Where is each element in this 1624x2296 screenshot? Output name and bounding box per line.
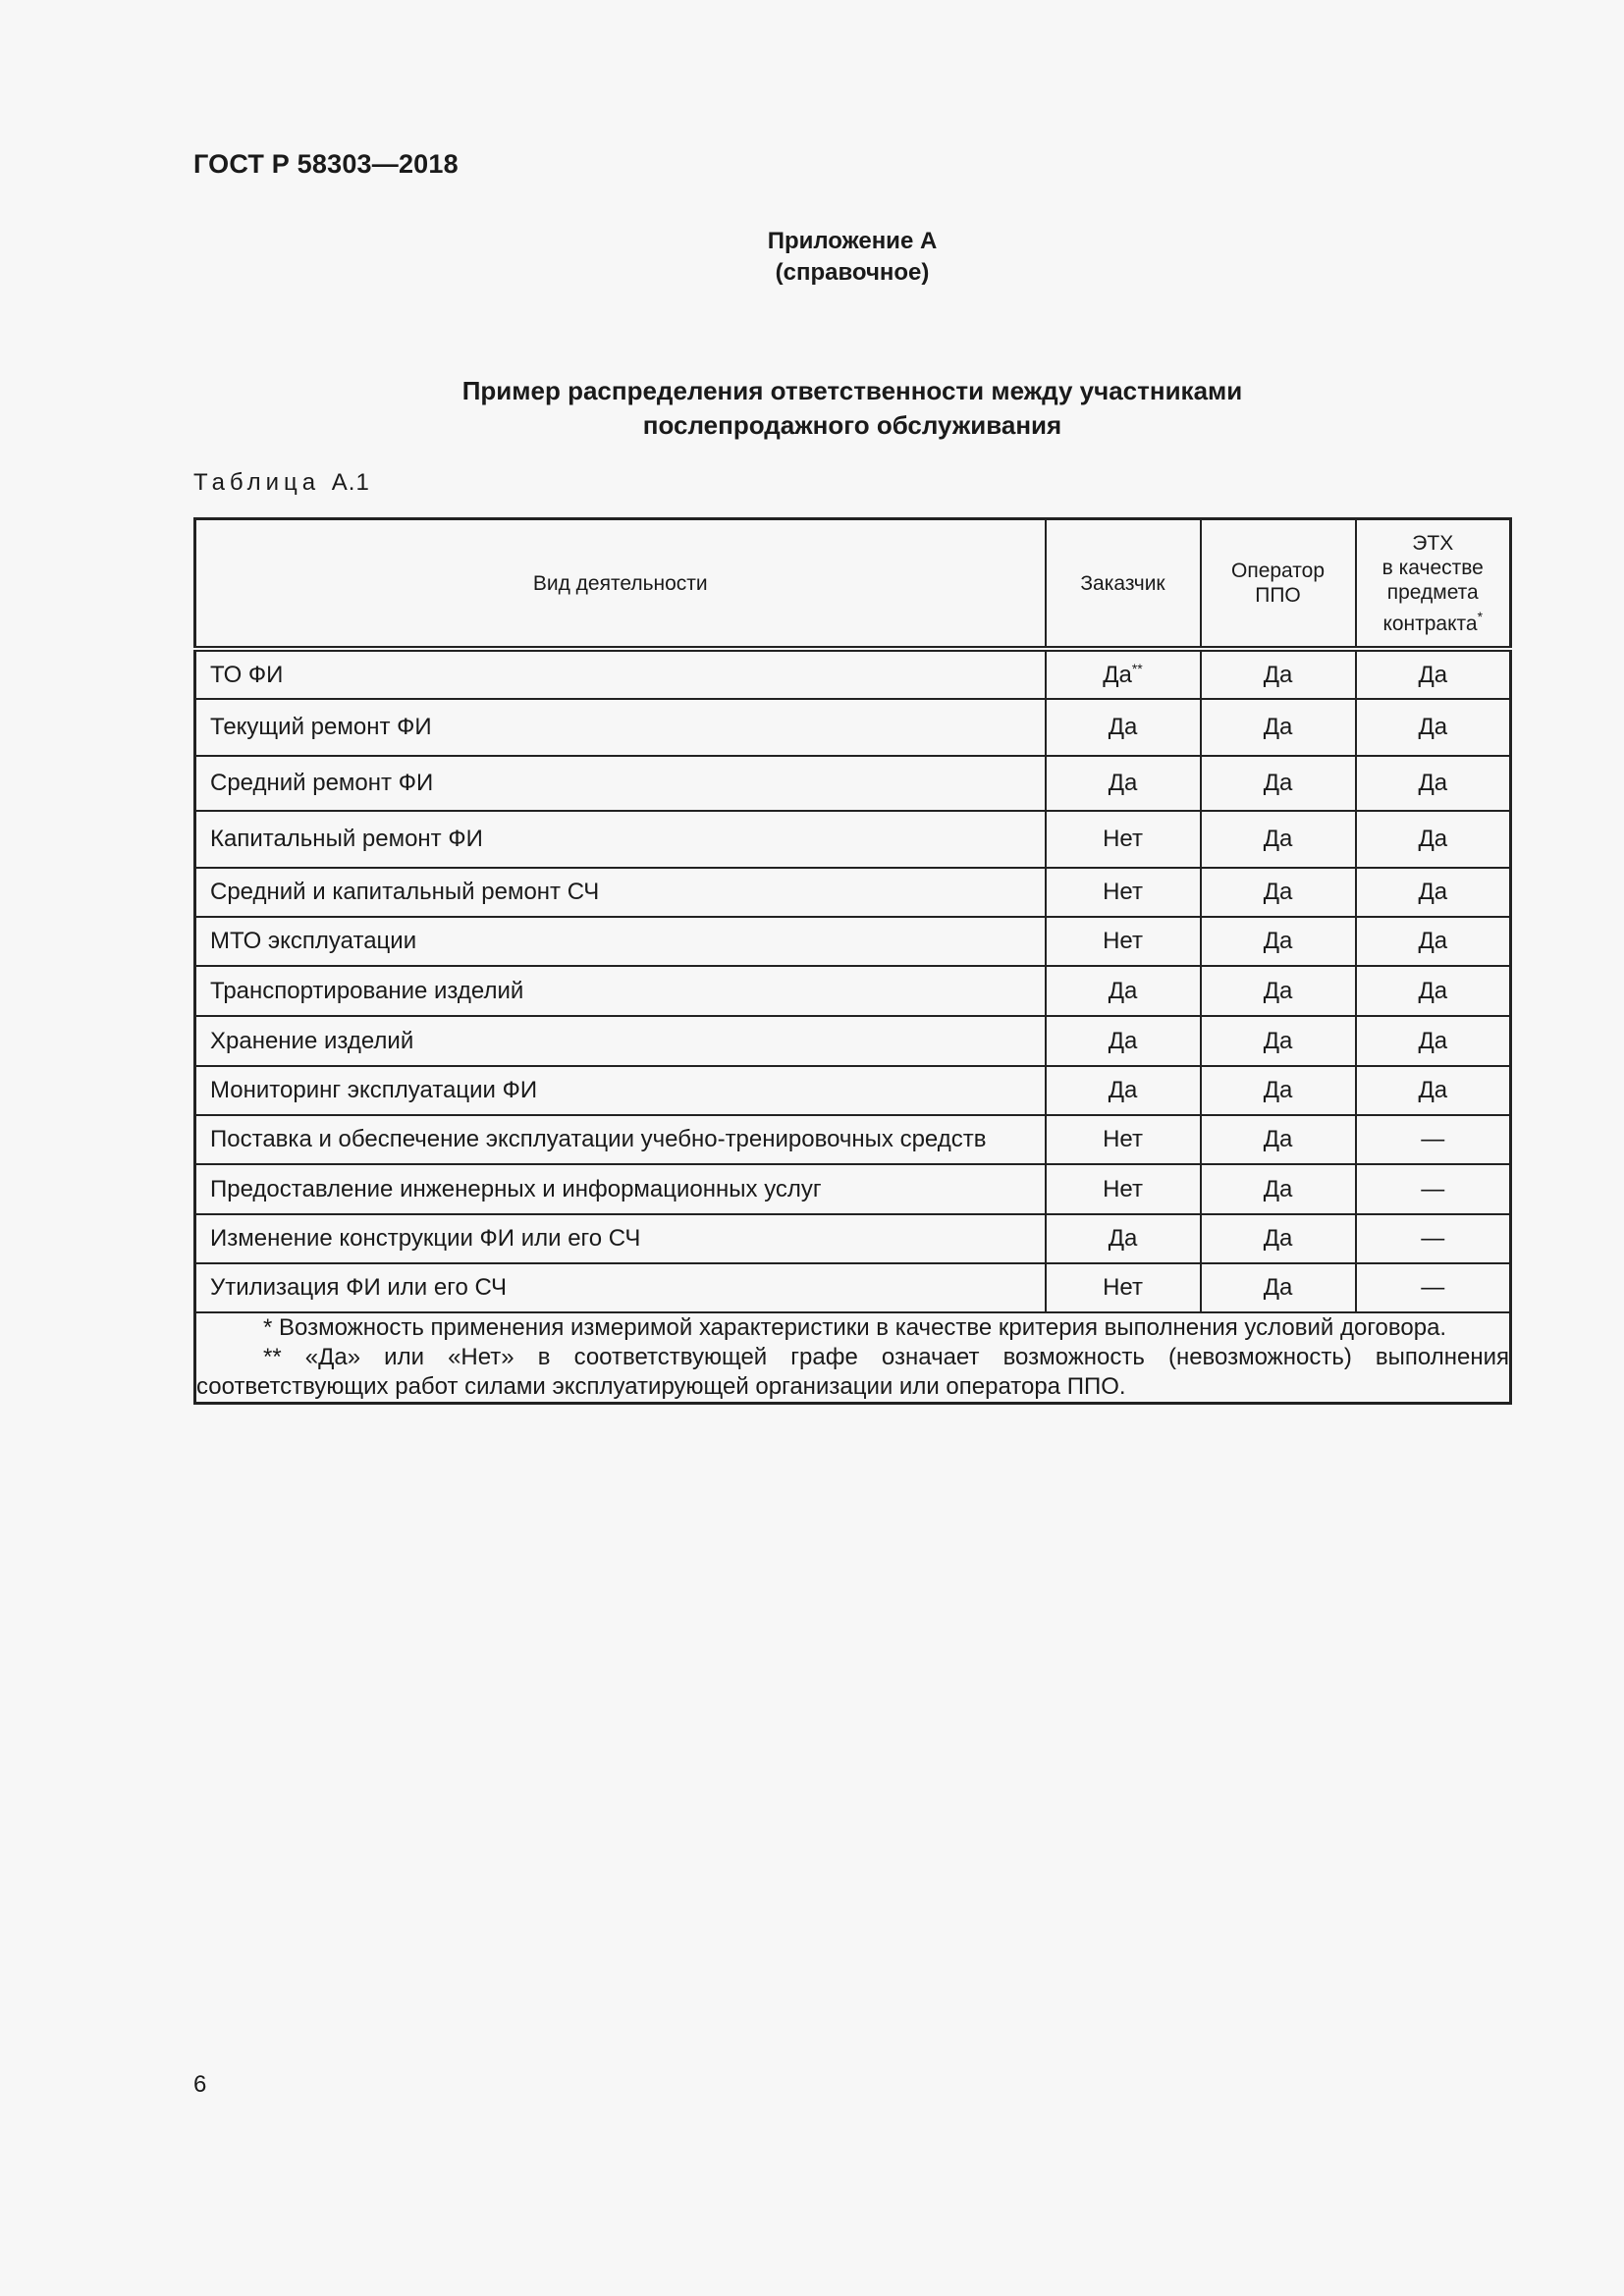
operator-cell: Да: [1201, 868, 1356, 917]
table-row: [195, 1214, 1511, 1263]
appendix-title: Приложение А: [767, 228, 938, 254]
header-activity: Вид деятельности: [195, 519, 1046, 650]
table-label-word: Таблица: [193, 469, 321, 496]
etx-cell: —: [1356, 1115, 1511, 1164]
page-number: 6: [193, 2071, 207, 2098]
operator-cell: Да: [1201, 1016, 1356, 1066]
customer-cell: Нет: [1046, 1115, 1201, 1164]
customer-cell: [1046, 649, 1201, 699]
header-etx: [1356, 519, 1511, 650]
etx-cell: Да: [1356, 917, 1511, 966]
operator-cell: Да: [1201, 756, 1356, 811]
table-header-row: [195, 519, 1511, 650]
header-etx-line-4: контракта: [1382, 612, 1478, 635]
table-row: [195, 917, 1511, 966]
customer-cell: Да: [1046, 756, 1201, 811]
table-row: [195, 699, 1511, 756]
header-customer: Заказчик: [1046, 519, 1201, 650]
section-title: [0, 374, 1624, 443]
header-operator-line-2: ППО: [1255, 584, 1301, 607]
etx-cell: Да: [1356, 811, 1511, 868]
table-row: [195, 649, 1511, 699]
table-notes-row: [195, 1312, 1511, 1404]
etx-cell: Да: [1356, 1016, 1511, 1066]
etx-cell: Да: [1356, 699, 1511, 756]
activity-cell: Транспортирование изделий: [195, 966, 1046, 1016]
activity-cell: Средний и капитальный ремонт СЧ: [195, 868, 1046, 917]
appendix-heading: [0, 226, 1624, 289]
customer-cell: Да: [1046, 966, 1201, 1016]
activity-cell: Текущий ремонт ФИ: [195, 699, 1046, 756]
etx-cell: Да: [1356, 1066, 1511, 1115]
header-operator: [1201, 519, 1356, 650]
header-etx-line-1: ЭТХ: [1412, 531, 1454, 555]
etx-cell: Да: [1356, 868, 1511, 917]
note-2: ** «Да» или «Нет» в соответствующей графе означает возможность (невозможность) выполнения соответствующих работ силами эксплуатирующей организации или оператора ППО.: [196, 1344, 1509, 1400]
activity-cell: Мониторинг эксплуатации ФИ: [195, 1066, 1046, 1115]
customer-footnote-mark: **: [1131, 661, 1143, 676]
operator-cell: Да: [1201, 649, 1356, 699]
etx-cell: —: [1356, 1164, 1511, 1214]
activity-cell: ТО ФИ: [195, 649, 1046, 699]
operator-cell: Да: [1201, 917, 1356, 966]
operator-cell: Да: [1201, 1115, 1356, 1164]
customer-cell: Да: [1046, 1214, 1201, 1263]
customer-cell: Нет: [1046, 811, 1201, 868]
table-row: [195, 1263, 1511, 1312]
table-row: [195, 966, 1511, 1016]
operator-cell: Да: [1201, 811, 1356, 868]
activity-cell: Капитальный ремонт ФИ: [195, 811, 1046, 868]
header-operator-line-1: Оператор: [1230, 560, 1326, 582]
activity-cell: Предоставление инженерных и информационных услуг: [195, 1164, 1046, 1214]
header-etx-line-3: предмета: [1386, 580, 1479, 604]
operator-cell: Да: [1201, 1263, 1356, 1312]
header-etx-footnote-mark: *: [1477, 608, 1484, 624]
operator-cell: Да: [1201, 966, 1356, 1016]
table-row: [195, 1016, 1511, 1066]
table-notes: [195, 1312, 1511, 1404]
section-title-line-1: Пример распределения ответственности между участниками: [461, 376, 1243, 405]
document-code: ГОСТ Р 58303—2018: [193, 149, 459, 179]
customer-cell: Нет: [1046, 917, 1201, 966]
etx-cell: —: [1356, 1214, 1511, 1263]
customer-value: Да: [1103, 662, 1132, 688]
customer-cell: Да: [1046, 1016, 1201, 1066]
activity-cell: Хранение изделий: [195, 1016, 1046, 1066]
note-1: * Возможность применения измеримой характеристики в качестве критерия выполнения условий договора.: [263, 1314, 1447, 1341]
etx-cell: Да: [1356, 966, 1511, 1016]
table-row: [195, 1164, 1511, 1214]
header-etx-line-2: в качестве: [1381, 556, 1484, 579]
operator-cell: Да: [1201, 699, 1356, 756]
customer-cell: Нет: [1046, 868, 1201, 917]
etx-cell: Да: [1356, 649, 1511, 699]
activity-cell: МТО эксплуатации: [195, 917, 1046, 966]
section-title-line-2: послепродажного обслуживания: [642, 410, 1062, 440]
appendix-type: (справочное): [775, 259, 930, 286]
activity-cell: Изменение конструкции ФИ или его СЧ: [195, 1214, 1046, 1263]
table-row: [195, 868, 1511, 917]
table-label: [193, 469, 370, 497]
customer-cell: Да: [1046, 699, 1201, 756]
table-row: [195, 756, 1511, 811]
responsibility-table: [193, 517, 1512, 1405]
activity-cell: Утилизация ФИ или его СЧ: [195, 1263, 1046, 1312]
operator-cell: Да: [1201, 1066, 1356, 1115]
activity-cell: Средний ремонт ФИ: [195, 756, 1046, 811]
etx-cell: Да: [1356, 756, 1511, 811]
table-row: [195, 811, 1511, 868]
table-label-number: А.1: [331, 469, 370, 496]
customer-cell: Нет: [1046, 1263, 1201, 1312]
customer-cell: Нет: [1046, 1164, 1201, 1214]
table-row: [195, 1066, 1511, 1115]
operator-cell: Да: [1201, 1214, 1356, 1263]
etx-cell: —: [1356, 1263, 1511, 1312]
customer-cell: Да: [1046, 1066, 1201, 1115]
operator-cell: Да: [1201, 1164, 1356, 1214]
table-row: [195, 1115, 1511, 1164]
activity-cell: Поставка и обеспечение эксплуатации учебно-тренировочных средств: [195, 1115, 1046, 1164]
